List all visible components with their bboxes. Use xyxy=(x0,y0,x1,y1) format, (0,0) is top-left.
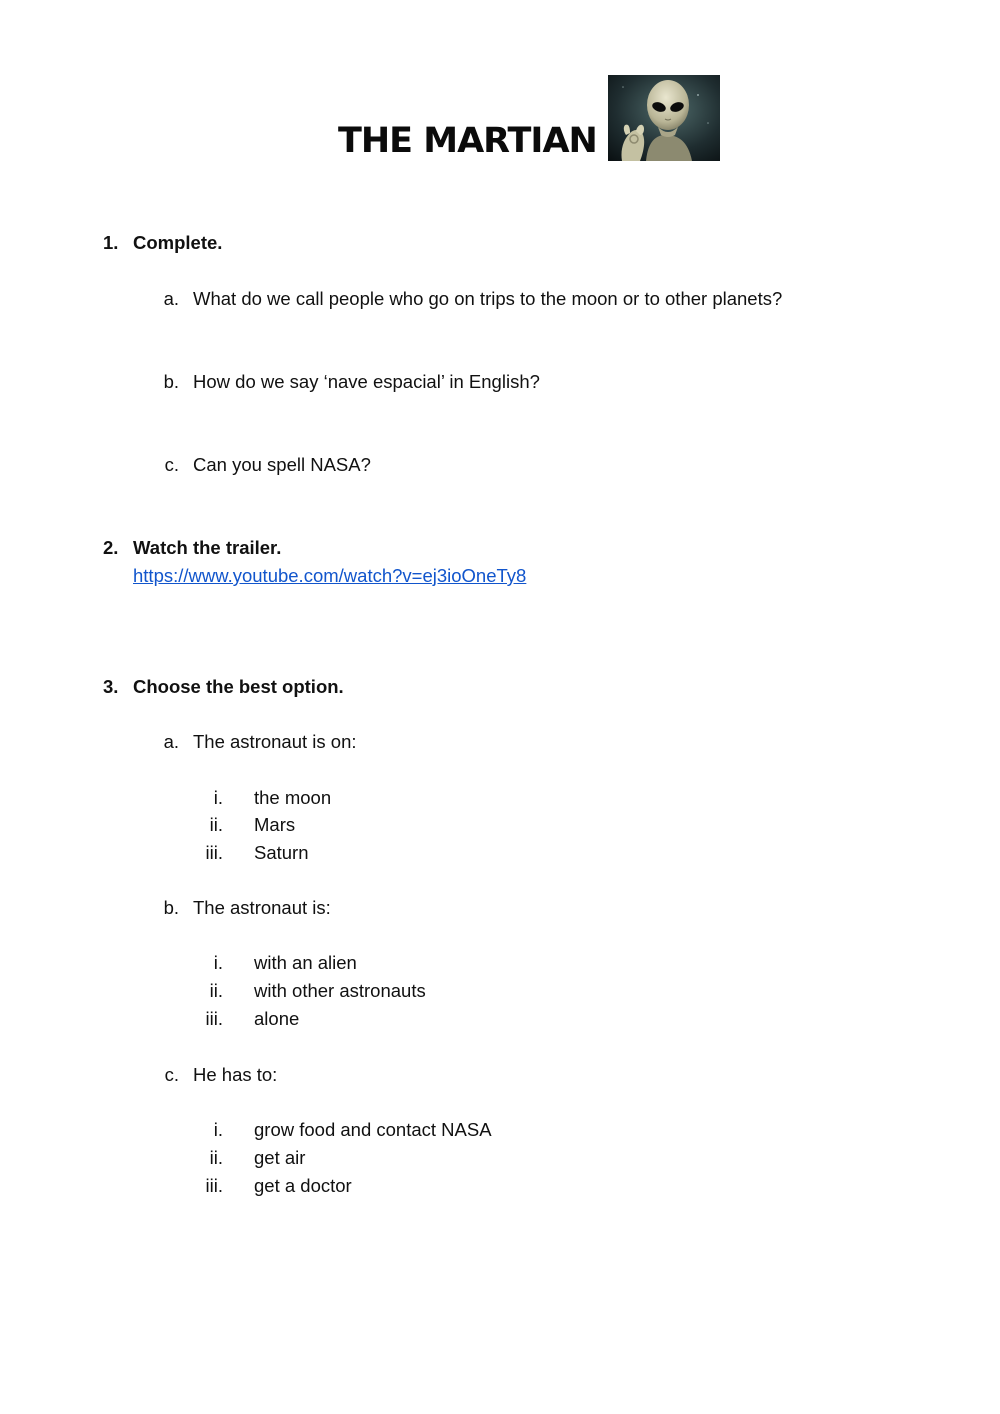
question-b-option-1-numeral: i. xyxy=(213,952,223,973)
question-c-text: He has to: xyxy=(193,1064,278,1085)
question-c-option-2-numeral: ii. xyxy=(209,1147,223,1168)
section-2-label: Watch the trailer. xyxy=(133,537,282,558)
title-row xyxy=(0,74,1000,162)
question-b-option-1: with an alien xyxy=(254,952,357,973)
trailer-link[interactable]: https://www.youtube.com/watch?v=ej3ioOneTy8 xyxy=(133,565,527,586)
question-a-option-2: Mars xyxy=(254,814,296,835)
section-1-number: 1. xyxy=(103,232,119,253)
section-1-item-a-letter: a. xyxy=(163,288,179,309)
section-1-item-c-letter: c. xyxy=(164,454,179,475)
section-1-item-b-text: How do we say ‘nave espacial’ in English? xyxy=(193,371,540,392)
question-b-option-2-numeral: ii. xyxy=(209,980,223,1001)
question-b-letter: b. xyxy=(163,897,179,918)
question-a-text: The astronaut is on: xyxy=(193,731,357,752)
question-a-option-1: the moon xyxy=(254,787,332,808)
section-3-number: 3. xyxy=(103,676,119,697)
question-b-option-2: with other astronauts xyxy=(254,980,426,1001)
question-c-option-1-numeral: i. xyxy=(213,1119,223,1140)
question-c-option-1: grow food and contact NASA xyxy=(254,1119,492,1140)
section-3-label: Choose the best option. xyxy=(133,676,344,697)
question-c-option-3-numeral: iii. xyxy=(205,1175,223,1196)
page-title: THE MARTIAN xyxy=(338,121,597,161)
question-c-option-3: get a doctor xyxy=(254,1175,352,1196)
question-a-option-2-numeral: ii. xyxy=(209,814,223,835)
question-b-option-3-numeral: iii. xyxy=(205,1008,223,1029)
section-1-item-a-text: What do we call people who go on trips to the moon or to other planets? xyxy=(193,288,783,309)
section-1-item-b-letter: b. xyxy=(163,371,179,392)
question-c-letter: c. xyxy=(164,1064,179,1085)
question-b-text: The astronaut is: xyxy=(193,897,331,918)
question-a-letter: a. xyxy=(163,731,179,752)
question-a-option-3: Saturn xyxy=(254,842,309,863)
section-1-label: Complete. xyxy=(133,232,223,253)
alien-image xyxy=(608,75,720,161)
section-1-item-c-text: Can you spell NASA? xyxy=(193,454,371,475)
question-a-option-1-numeral: i. xyxy=(213,787,223,808)
question-b-option-3: alone xyxy=(254,1008,300,1029)
section-2-number: 2. xyxy=(103,537,119,558)
question-c-option-2: get air xyxy=(254,1147,306,1168)
question-a-option-3-numeral: iii. xyxy=(205,842,223,863)
